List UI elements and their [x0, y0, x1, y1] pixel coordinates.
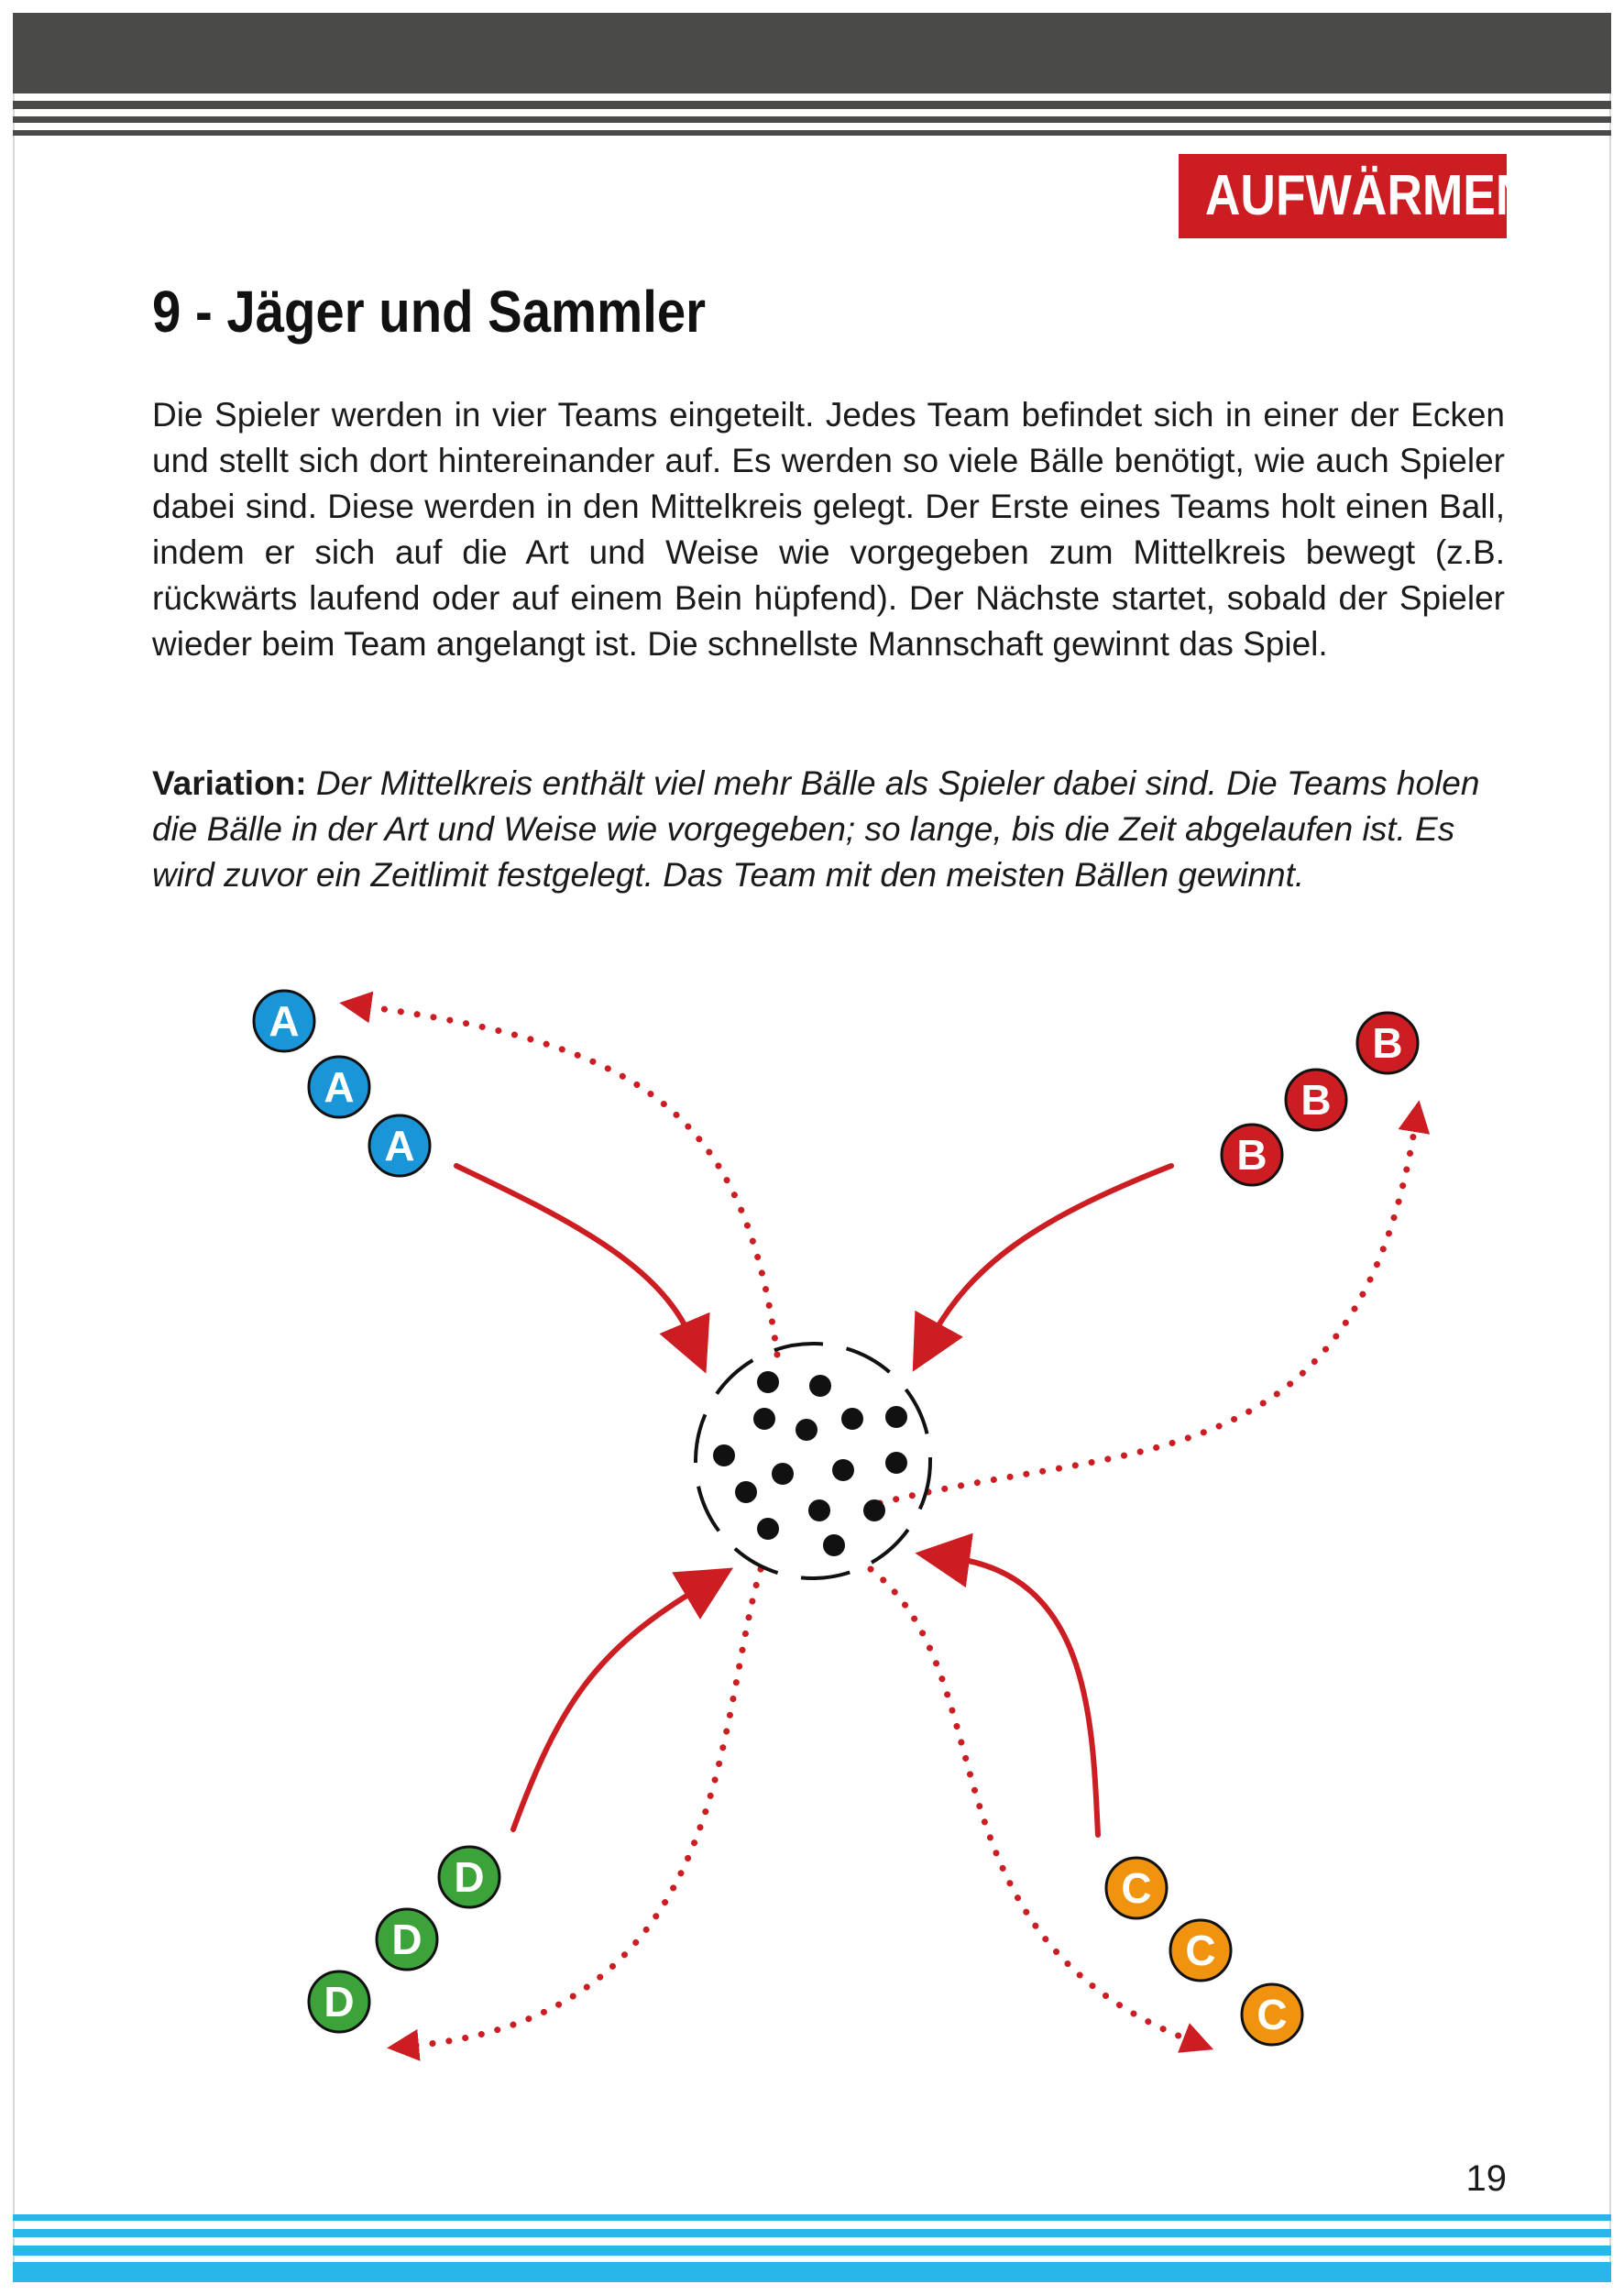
team-d-player-label: D — [454, 1853, 485, 1901]
ball — [885, 1406, 907, 1428]
team-b-player-label: B — [1236, 1131, 1267, 1179]
approach-arrow-d — [513, 1587, 700, 1829]
team-a-player-label: A — [324, 1063, 355, 1111]
ball — [757, 1518, 779, 1540]
return-path-d — [412, 1569, 761, 2046]
ball — [808, 1499, 830, 1521]
exercise-description: Die Spieler werden in vier Teams eingeteilt. Jedes Team befindet sich in einer der Ecken und stellt sich dort hintereinander auf. Es werden so viele Bälle benötigt, wie auch Spieler dabei sind. Diese werden in den Mittelkreis gelegt. Der Erste eines Teams holt einen Ball, indem er sich auf die Art und Weise wie vorgegeben zum Mittelkreis bewegt (z.B. rückwärts laufend oder auf einem Bein hüpfend). Der Nächste startet, sobald der Spieler wieder beim Team angelangt ist. Die schnellste Mannschaft gewinnt das Spiel. — [152, 396, 1505, 663]
exercise-variation — [152, 761, 1505, 898]
return-path-a — [365, 1006, 777, 1355]
header-stripe — [13, 130, 1611, 136]
section-badge-label: AUFWÄRMEN — [1204, 164, 1531, 227]
ball — [823, 1534, 845, 1556]
return-path-c — [871, 1569, 1190, 2040]
ball — [885, 1452, 907, 1474]
team-b-player-label: B — [1372, 1019, 1403, 1067]
header-bar — [13, 13, 1611, 93]
section-badge — [1179, 154, 1531, 238]
ball — [809, 1375, 831, 1397]
team-a-player-label: A — [269, 997, 300, 1045]
variation-text: Der Mittelkreis enthält viel mehr Bälle als Spieler dabei sind. Die Teams holen die Bälle in der Art und Weise wie vorgegeben; so lange, bis die Zeit abgelaufen ist. Es wird zuvor ein Zeitlimit festgelegt. Das Team mit den meisten Bällen gewinnt. — [152, 764, 1480, 894]
ball — [841, 1408, 863, 1430]
footer-stripe — [13, 2229, 1611, 2237]
header-stripe — [13, 101, 1611, 109]
ball — [753, 1408, 775, 1430]
team-b-player-label: B — [1300, 1076, 1332, 1124]
header-stripe — [13, 116, 1611, 123]
ball — [832, 1459, 854, 1481]
ball — [757, 1371, 779, 1393]
exercise-diagram — [0, 953, 1624, 2145]
ball — [735, 1481, 757, 1503]
team-c-player-label: C — [1185, 1927, 1216, 1974]
page-number: 19 — [1465, 2158, 1507, 2199]
approach-arrow-a — [456, 1166, 691, 1338]
variation-label: Variation: — [152, 764, 307, 802]
footer-stripe — [13, 2246, 1611, 2256]
balls — [713, 1371, 907, 1556]
team-a-player-label: A — [384, 1122, 415, 1169]
footer-stripe — [13, 2214, 1611, 2221]
exercise-title-text: 9 - Jäger und Sammler — [152, 279, 707, 345]
exercise-title — [152, 275, 781, 348]
team-c-player-label: C — [1256, 1991, 1288, 2038]
team-c-player-label: C — [1121, 1864, 1152, 1912]
approach-arrow-b — [931, 1166, 1171, 1338]
ball — [796, 1419, 817, 1441]
team-d-player-label: D — [324, 1978, 355, 2026]
ball — [863, 1499, 885, 1521]
return-path-b — [880, 1126, 1415, 1503]
team-d-player-label: D — [391, 1916, 422, 1963]
ball — [772, 1463, 794, 1485]
footer-stripe — [13, 2262, 1611, 2282]
ball — [713, 1444, 735, 1466]
